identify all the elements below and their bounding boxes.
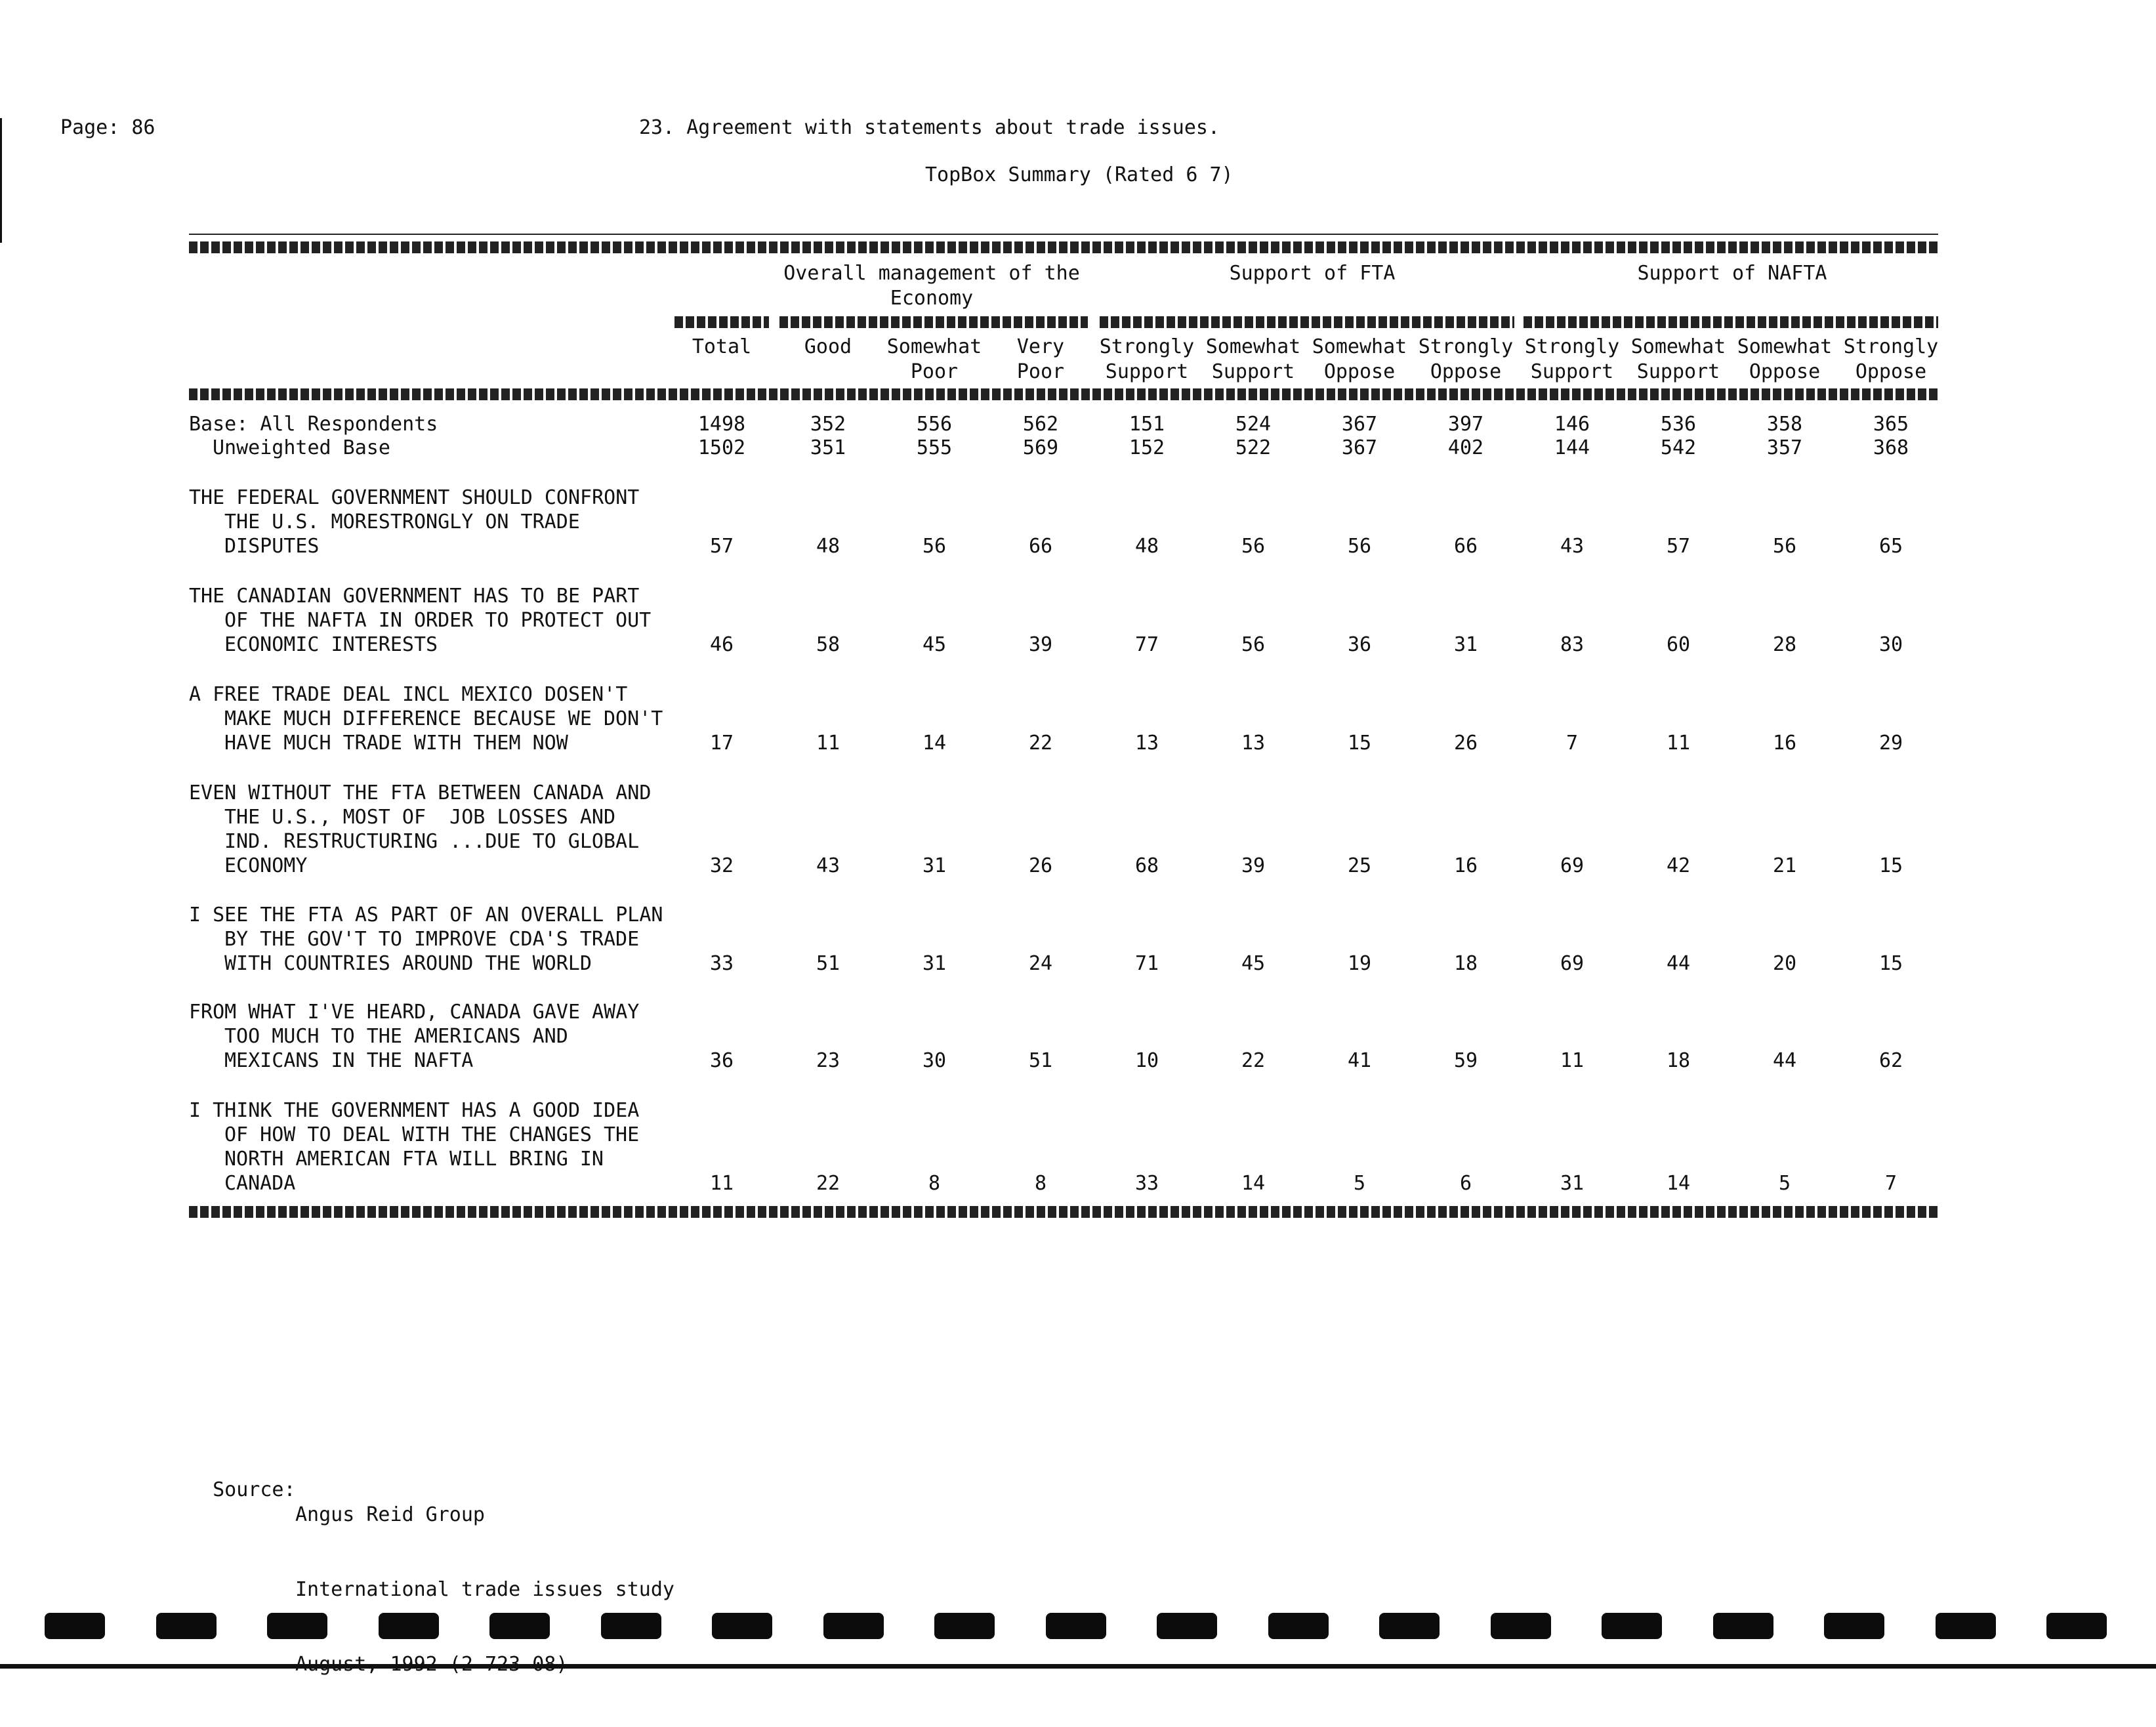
table-cell: 26 (1453, 732, 1478, 755)
table-cell: 36 (1347, 633, 1372, 656)
row-label: OF THE NAFTA IN ORDER TO PROTECT OUT (224, 609, 652, 632)
feed-hole (1379, 1613, 1440, 1639)
table-cell: 17 (709, 732, 734, 755)
feed-hole (379, 1613, 439, 1639)
page-left-edge (0, 118, 2, 243)
source-line-2: International trade issues study (295, 1578, 674, 1601)
row-label: OF HOW TO DEAL WITH THE CHANGES THE (224, 1123, 640, 1146)
banner-underline-fta (1100, 316, 1514, 328)
table-cell: 43 (1560, 535, 1585, 558)
table-cell: 69 (1560, 952, 1585, 975)
table-cell: 15 (1878, 952, 1903, 975)
banner-underline-economy (779, 316, 1088, 328)
page-bottom-edge (0, 1664, 2156, 1669)
feed-hole (1824, 1613, 1884, 1639)
banner-underline-total (674, 316, 769, 328)
top-rule (189, 234, 1938, 235)
row-label: IND. RESTRUCTURING ...DUE TO GLOBAL (224, 830, 640, 853)
table-cell: 60 (1666, 633, 1691, 656)
table-cell: 8 (1034, 1172, 1047, 1195)
table-cell: 26 (1028, 854, 1053, 877)
column-header: Somewhat Support (1630, 335, 1726, 383)
table-cell: 152 (1129, 436, 1165, 459)
row-label: Unweighted Base (213, 436, 390, 459)
header-divider-bottom (189, 388, 1938, 400)
feed-hole (45, 1613, 105, 1639)
table-cell: 77 (1134, 633, 1159, 656)
row-label: THE FEDERAL GOVERNMENT SHOULD CONFRONT (189, 486, 640, 509)
table-cell: 1502 (697, 436, 746, 459)
table-cell: 66 (1453, 535, 1478, 558)
table-cell: 56 (1772, 535, 1797, 558)
column-header: Good (804, 335, 852, 358)
table-cell: 56 (1241, 535, 1266, 558)
table-cell: 569 (1022, 436, 1059, 459)
table-cell: 57 (1666, 535, 1691, 558)
feed-hole (601, 1613, 661, 1639)
table-cell: 56 (1347, 535, 1372, 558)
table-cell: 365 (1873, 413, 1909, 436)
table-cell: 45 (1241, 952, 1266, 975)
row-label: MAKE MUCH DIFFERENCE BECAUSE WE DON'T (224, 707, 663, 730)
row-label: THE U.S., MOST OF JOB LOSSES AND (224, 806, 616, 829)
row-label: THE U.S. MORESTRONGLY ON TRADE (224, 510, 580, 533)
table-cell: 51 (1028, 1049, 1053, 1072)
table-title: 23. Agreement with statements about trade issues. (639, 116, 1220, 139)
feed-hole (156, 1613, 217, 1639)
table-cell: 30 (1878, 633, 1903, 656)
table-cell: 5 (1778, 1172, 1791, 1195)
table-cell: 33 (709, 952, 734, 975)
column-header: Strongly Support (1524, 335, 1620, 383)
row-label: DISPUTES (224, 535, 320, 558)
table-subtitle: TopBox Summary (Rated 6 7) (925, 163, 1233, 186)
feed-hole (267, 1613, 327, 1639)
table-cell: 7 (1884, 1172, 1897, 1195)
table-cell: 18 (1453, 952, 1478, 975)
table-cell: 20 (1772, 952, 1797, 975)
table-cell: 45 (922, 633, 947, 656)
table-cell: 11 (1560, 1049, 1585, 1072)
table-cell: 16 (1453, 854, 1478, 877)
column-header: Strongly Support (1099, 335, 1195, 383)
feed-hole (1046, 1613, 1106, 1639)
row-label: EVEN WITHOUT THE FTA BETWEEN CANADA AND (189, 781, 652, 804)
table-cell: 48 (1134, 535, 1159, 558)
table-cell: 351 (810, 436, 846, 459)
feed-hole (1268, 1613, 1329, 1639)
table-cell: 56 (1241, 633, 1266, 656)
table-cell: 1498 (697, 413, 746, 436)
row-label: I SEE THE FTA AS PART OF AN OVERALL PLAN (189, 904, 663, 926)
table-cell: 14 (922, 732, 947, 755)
row-label: MEXICANS IN THE NAFTA (224, 1049, 474, 1072)
feed-hole (1157, 1613, 1217, 1639)
table-cell: 48 (816, 535, 840, 558)
table-cell: 15 (1878, 854, 1903, 877)
table-cell: 36 (709, 1049, 734, 1072)
table-cell: 16 (1772, 732, 1797, 755)
table-cell: 367 (1341, 413, 1378, 436)
table-cell: 44 (1772, 1049, 1797, 1072)
table-cell: 8 (928, 1172, 941, 1195)
table-cell: 14 (1241, 1172, 1266, 1195)
feed-hole (1602, 1613, 1662, 1639)
table-cell: 31 (1560, 1172, 1585, 1195)
table-cell: 11 (816, 732, 840, 755)
row-label: A FREE TRADE DEAL INCL MEXICO DOSEN'T (189, 683, 628, 706)
table-cell: 562 (1022, 413, 1059, 436)
table-cell: 29 (1878, 732, 1903, 755)
row-label: TOO MUCH TO THE AMERICANS AND (224, 1025, 568, 1048)
table-cell: 43 (816, 854, 840, 877)
table-cell: 357 (1766, 436, 1803, 459)
row-label: HAVE MUCH TRADE WITH THEM NOW (224, 732, 568, 755)
column-header: Strongly Oppose (1418, 335, 1514, 383)
row-label: FROM WHAT I'VE HEARD, CANADA GAVE AWAY (189, 1001, 640, 1024)
feed-hole (1936, 1613, 1996, 1639)
column-header: Somewhat Oppose (1312, 335, 1407, 383)
table-cell: 66 (1028, 535, 1053, 558)
table-cell: 11 (1666, 732, 1691, 755)
source-note (189, 1453, 674, 1601)
table-cell: 19 (1347, 952, 1372, 975)
column-header: Strongly Oppose (1843, 335, 1939, 383)
table-cell: 31 (922, 952, 947, 975)
table-cell: 39 (1028, 633, 1053, 656)
table-cell: 14 (1666, 1172, 1691, 1195)
feed-hole (489, 1613, 550, 1639)
table-cell: 555 (916, 436, 953, 459)
table-cell: 358 (1766, 413, 1803, 436)
page-number: Page: 86 (60, 116, 155, 139)
table-cell: 56 (922, 535, 947, 558)
table-cell: 21 (1772, 854, 1797, 877)
table-cell: 46 (709, 633, 734, 656)
table-cell: 146 (1554, 413, 1590, 436)
table-cell: 556 (916, 413, 953, 436)
table-cell: 6 (1459, 1172, 1472, 1195)
table-cell: 13 (1241, 732, 1266, 755)
row-label: NORTH AMERICAN FTA WILL BRING IN (224, 1148, 604, 1171)
column-header: Somewhat Support (1205, 335, 1301, 383)
table-cell: 25 (1347, 854, 1372, 877)
table-cell: 367 (1341, 436, 1378, 459)
table-cell: 7 (1565, 732, 1579, 755)
table-cell: 32 (709, 854, 734, 877)
table-cell: 62 (1878, 1049, 1903, 1072)
table-cell: 44 (1666, 952, 1691, 975)
table-cell: 83 (1560, 633, 1585, 656)
table-cell: 28 (1772, 633, 1797, 656)
source-line-1: Angus Reid Group (295, 1503, 485, 1526)
row-label: ECONOMIC INTERESTS (224, 633, 438, 656)
table-cell: 71 (1134, 952, 1159, 975)
table-cell: 57 (709, 535, 734, 558)
row-label: Base: All Respondents (189, 413, 438, 436)
table-cell: 24 (1028, 952, 1053, 975)
table-cell: 51 (816, 952, 840, 975)
table-cell: 5 (1353, 1172, 1366, 1195)
row-label: WITH COUNTRIES AROUND THE WORLD (224, 952, 592, 975)
feed-hole (2046, 1613, 2107, 1639)
column-header: Somewhat Poor (886, 335, 982, 383)
row-label: I THINK THE GOVERNMENT HAS A GOOD IDEA (189, 1099, 640, 1122)
source-label: Source: (213, 1478, 296, 1501)
feed-hole (934, 1613, 995, 1639)
table-cell: 13 (1134, 732, 1159, 755)
table-cell: 69 (1560, 854, 1585, 877)
table-cell: 42 (1666, 854, 1691, 877)
row-label: BY THE GOV'T TO IMPROVE CDA'S TRADE (224, 928, 640, 951)
column-header: Very Poor (1016, 335, 1065, 383)
table-cell: 352 (810, 413, 846, 436)
banner-nafta: Support of NAFTA (1637, 262, 1827, 285)
table-cell: 11 (709, 1172, 734, 1195)
column-header: Somewhat Oppose (1737, 335, 1833, 383)
table-cell: 22 (816, 1172, 840, 1195)
table-cell: 397 (1447, 413, 1484, 436)
table-cell: 144 (1554, 436, 1590, 459)
table-cell: 31 (922, 854, 947, 877)
table-cell: 368 (1873, 436, 1909, 459)
table-cell: 22 (1241, 1049, 1266, 1072)
table-cell: 402 (1447, 436, 1484, 459)
table-cell: 18 (1666, 1049, 1691, 1072)
table-cell: 23 (816, 1049, 840, 1072)
banner-fta: Support of FTA (1229, 262, 1396, 285)
table-cell: 22 (1028, 732, 1053, 755)
table-cell: 524 (1235, 413, 1272, 436)
table-cell: 15 (1347, 732, 1372, 755)
feed-hole (712, 1613, 772, 1639)
column-header: Total (692, 335, 752, 358)
row-label: THE CANADIAN GOVERNMENT HAS TO BE PART (189, 585, 640, 608)
table-cell: 39 (1241, 854, 1266, 877)
table-cell: 522 (1235, 436, 1272, 459)
table-cell: 542 (1660, 436, 1697, 459)
feed-hole (1713, 1613, 1773, 1639)
table-cell: 68 (1134, 854, 1159, 877)
banner-economy: Overall management of the Economy (783, 262, 1080, 310)
table-cell: 31 (1453, 633, 1478, 656)
table-bottom-divider (189, 1206, 1938, 1218)
table-cell: 30 (922, 1049, 947, 1072)
header-divider-top (189, 241, 1938, 253)
table-cell: 41 (1347, 1049, 1372, 1072)
banner-underline-nafta (1524, 316, 1938, 328)
table-cell: 59 (1453, 1049, 1478, 1072)
row-label: CANADA (224, 1172, 296, 1195)
table-cell: 65 (1878, 535, 1903, 558)
table-cell: 536 (1660, 413, 1697, 436)
feed-hole (1491, 1613, 1551, 1639)
row-label: ECONOMY (224, 854, 308, 877)
table-cell: 58 (816, 633, 840, 656)
feed-hole (823, 1613, 884, 1639)
table-cell: 33 (1134, 1172, 1159, 1195)
table-cell: 10 (1134, 1049, 1159, 1072)
table-cell: 151 (1129, 413, 1165, 436)
